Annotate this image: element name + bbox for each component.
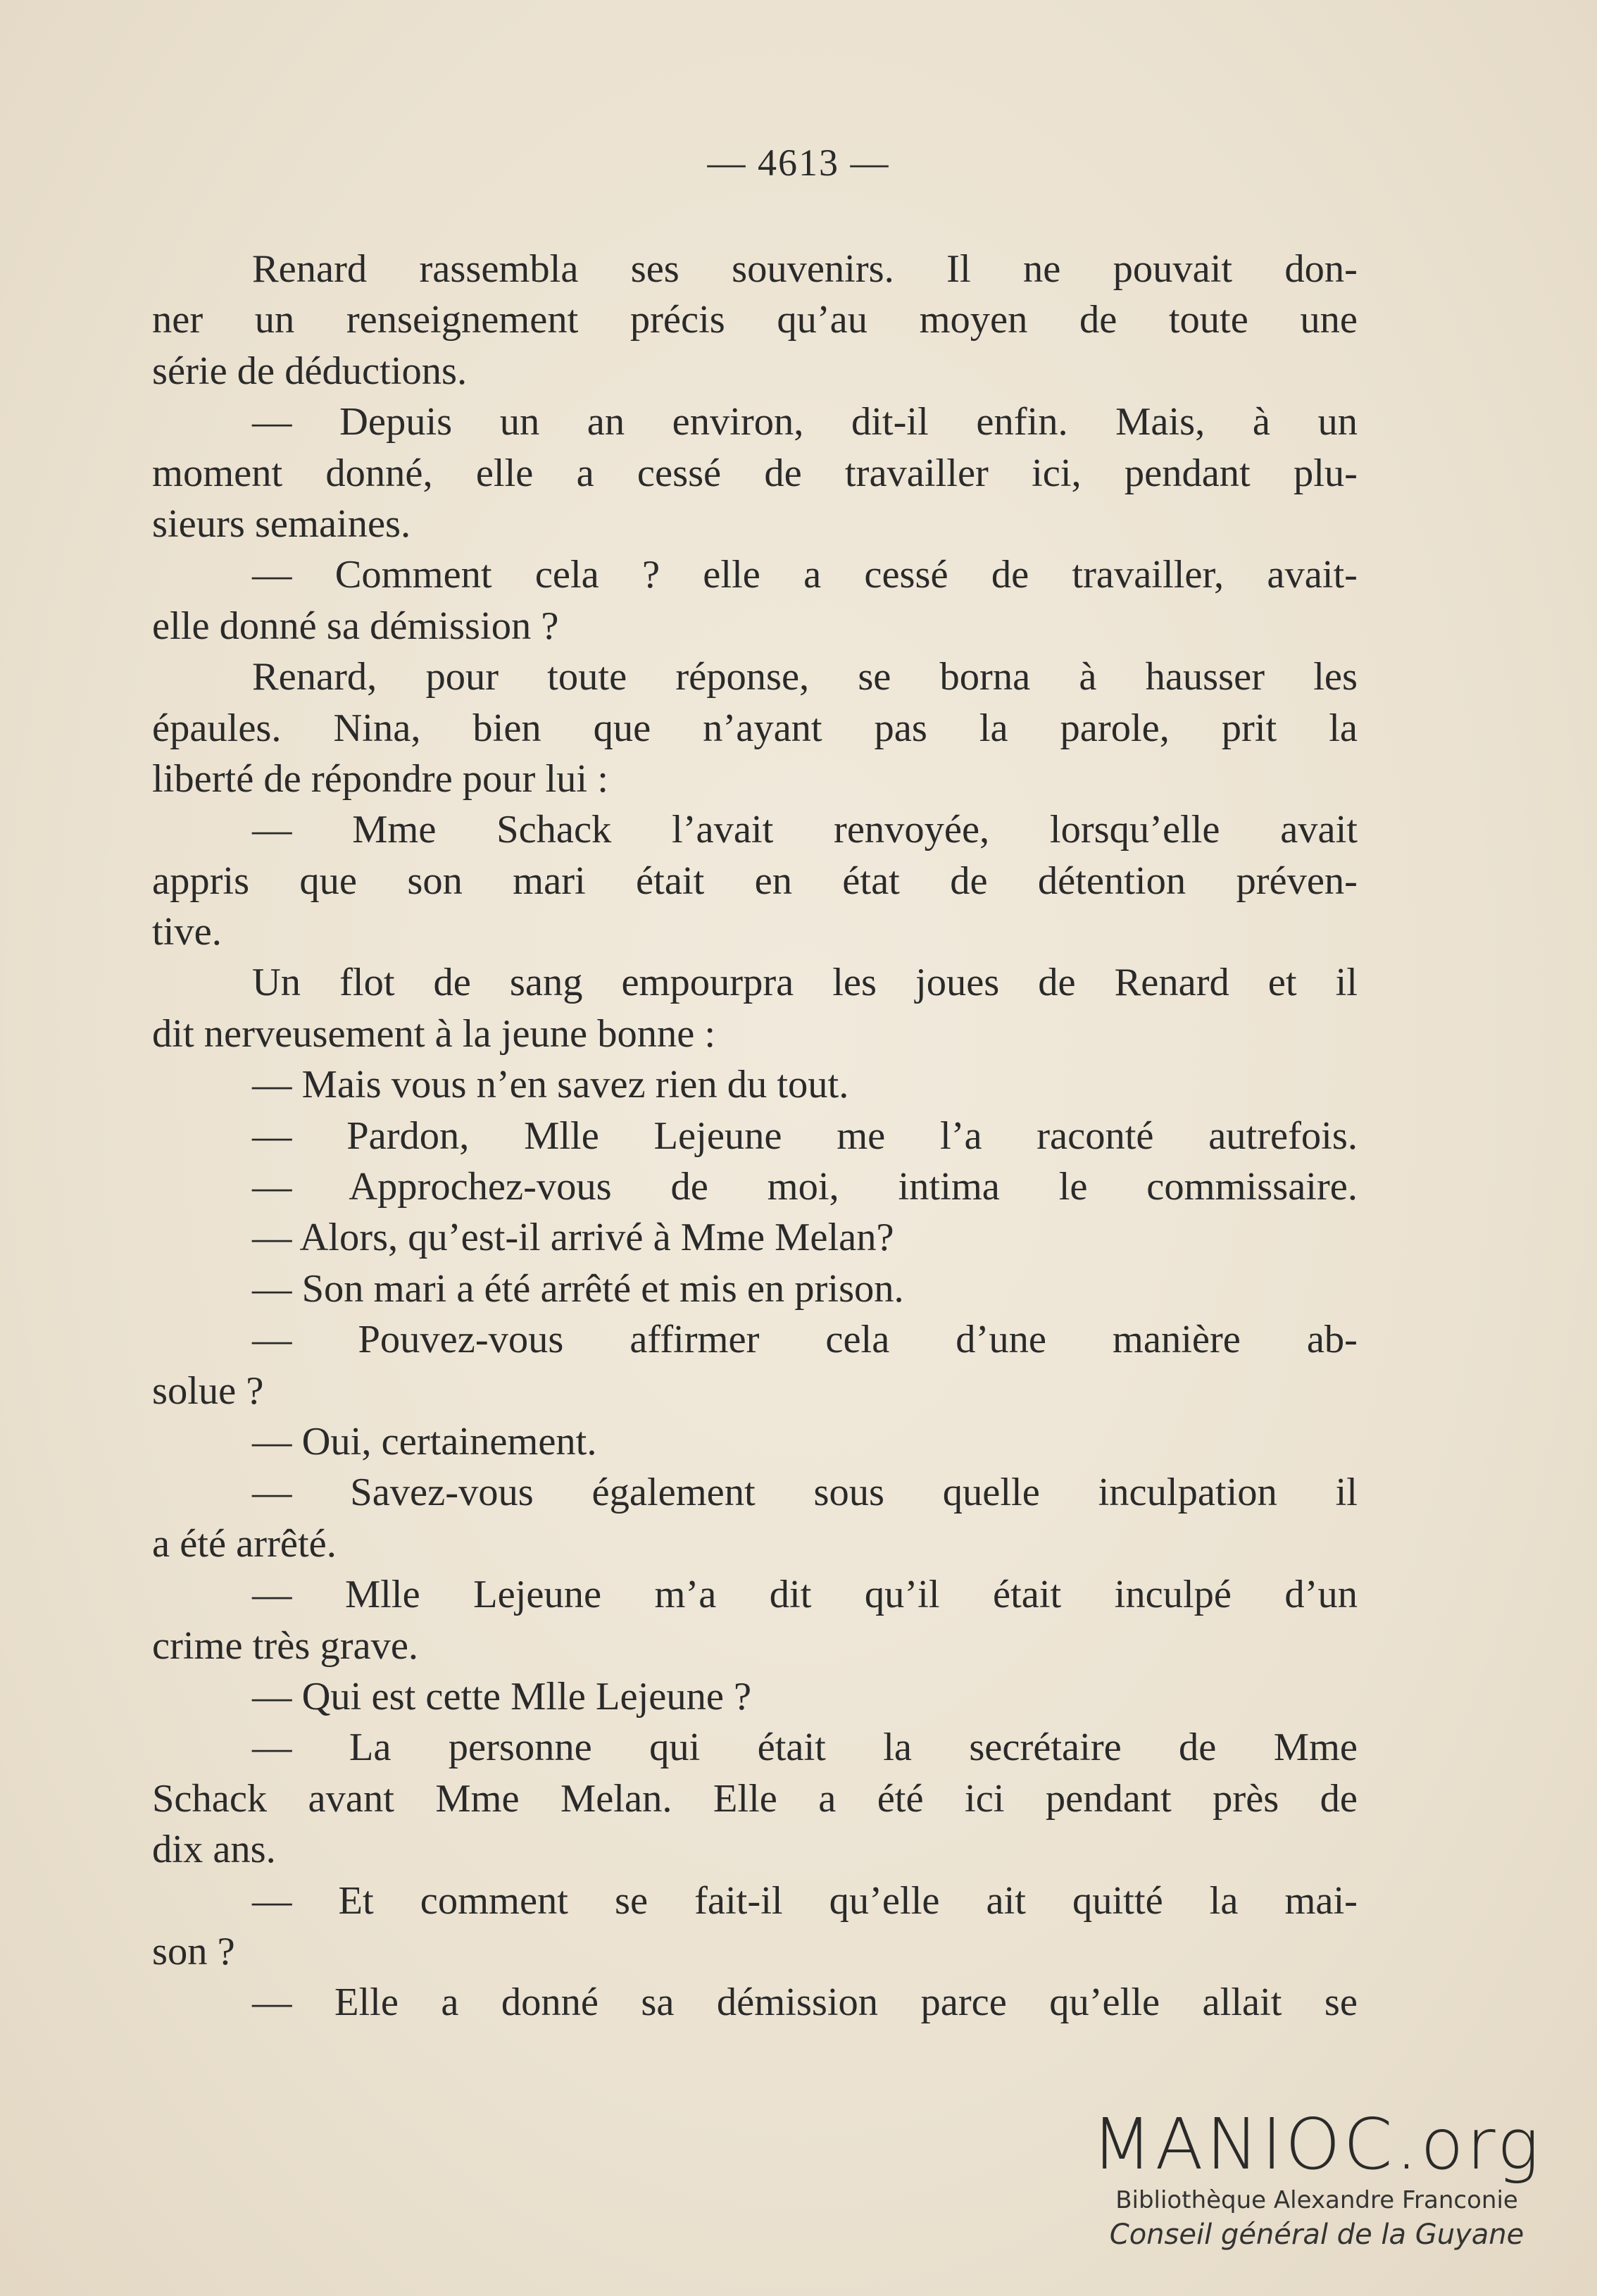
text-line: dix ans. [152,1828,276,1872]
council-name: Conseil général de la Guyane [1109,2219,1524,2251]
page-number: — 4613 — [707,142,890,184]
text-line: épaules. Nina, bien que n’ayant pas la parole, prit la [152,706,1358,750]
text-line: — Mlle Lejeune m’a dit qu’il était inculpé d’un [252,1573,1358,1617]
text-line: — Pardon, Mlle Lejeune me l’a raconté autrefois. [252,1113,1358,1158]
text-line: solue ? [152,1368,264,1413]
text-line: — Pouvez-vous affirmer cela d’une manière ab- [252,1318,1358,1362]
text-line: crime très grave. [152,1623,419,1668]
text-line: — Comment cela ? elle a cessé de travailler, avait- [252,553,1358,597]
text-line: a été arrêté. [152,1521,337,1566]
library-name: Bibliothèque Alexandre Franconie [1115,2186,1518,2214]
text-line: — Qui est cette Mlle Lejeune ? [252,1674,752,1718]
text-line: liberté de répondre pour lui : [152,756,608,801]
text-line: elle donné sa démission ? [152,604,559,648]
text-line: sieurs semaines. [152,501,411,546]
text-line: — Mais vous n’en savez rien du tout. [252,1063,849,1107]
text-line: — Oui, certainement. [252,1419,597,1464]
text-line: série de déductions. [152,349,468,393]
text-line: — Et comment se fait-il qu’elle ait quitté la mai- [252,1878,1358,1923]
text-line: Schack avant Mme Melan. Elle a été ici pendant près de [152,1776,1358,1821]
text-line: — La personne qui était la secrétaire de Mme [252,1726,1358,1770]
text-line: — Savez-vous également sous quelle inculpation il [252,1471,1358,1515]
text-line: — Mme Schack l’avait renvoyée, lorsqu’elle avait [252,808,1358,852]
text-line: appris que son mari était en état de détention préven- [152,859,1358,903]
text-line: son ? [152,1929,235,1973]
text-line: ner un renseignement précis qu’au moyen de toute une [152,298,1358,342]
manioc-logo: MANIOC.org [1091,2103,1542,2185]
text-line: — Elle a donné sa démission parce qu’elle allait se [252,1980,1358,2025]
text-line: — Alors, qu’est-il arrivé à Mme Melan? [252,1216,894,1260]
text-line: — Approchez-vous de moi, intima le commissaire. [252,1165,1358,1209]
text-line: dit nerveusement à la jeune bonne : [152,1011,716,1056]
text-line: Renard rassembla ses souvenirs. Il ne pouvait don- [252,247,1358,291]
body-text [152,244,1358,2028]
text-line: — Son mari a été arrêté et mis en prison. [252,1266,904,1311]
text-line: moment donné, elle a cessé de travailler ici, pendant plu- [152,451,1358,495]
text-line: Un flot de sang empourpra les joues de Renard et il [252,961,1358,1005]
text-line: tive. [152,910,222,954]
text-line: Renard, pour toute réponse, se borna à hausser les [252,655,1358,699]
manioc-watermark [1049,2103,1584,2251]
text-line: — Depuis un an environ, dit-il enfin. Mais, à un [252,400,1358,444]
